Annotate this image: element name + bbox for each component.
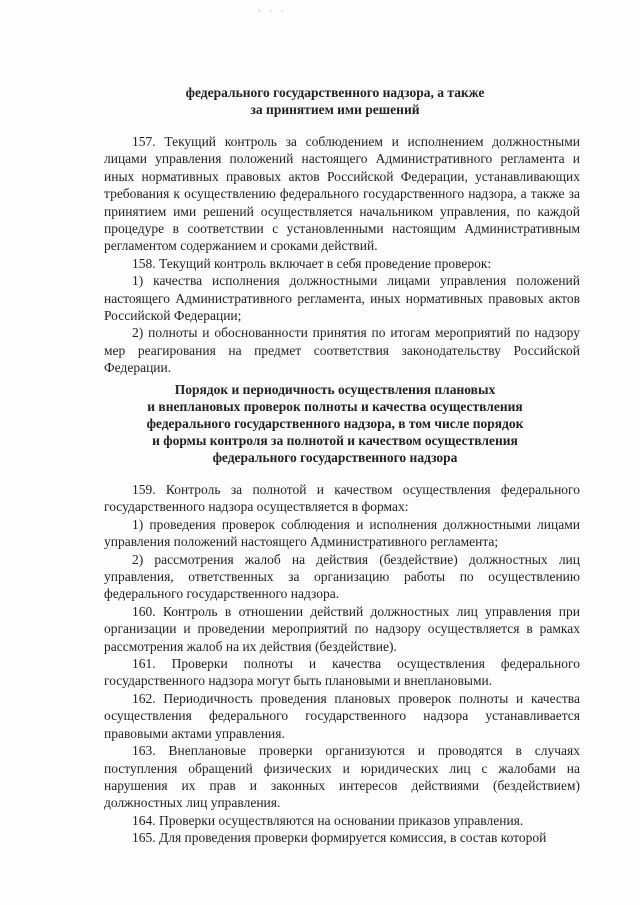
paragraph-165: 165. Для проведения проверки формируется комиссия, в состав которой: [132, 830, 547, 846]
section-body-inspections: [104, 481, 580, 847]
paragraph-159: 159. Контроль за полнотой и качеством осуществления федерального государственного надзора осуществляется в формах:: [104, 482, 580, 515]
paragraph-158-item-2: 2) полноты и обоснованности принятия по итогам мероприятий по надзору мер реагирования на предмет соответствия законодательству Российской Федерации.: [104, 325, 580, 376]
page-mark: · · ·: [258, 6, 287, 16]
heading-line: и формы контроля за полнотой и качеством осуществления: [152, 433, 518, 448]
paragraph-161: 161. Проверки полноты и качества осуществления федерального государственного надзора могут быть плановыми и внеплановыми.: [104, 656, 580, 689]
heading-line: и внеплановых проверок полноты и качества осуществления: [147, 399, 523, 414]
paragraph-164: 164. Проверки осуществляются на основании приказов управления.: [132, 812, 524, 828]
heading-line: федерального государственного надзора, в том числе порядок: [146, 416, 524, 431]
section-heading-control: [95, 84, 575, 118]
paragraph-162: 162. Периодичность проведения плановых проверок полноты и качества осуществления федерального государственного надзора устанавливается правовыми актами управления.: [104, 690, 580, 741]
heading-line: Порядок и периодичность осуществления плановых: [174, 382, 496, 397]
paragraph-157: 157. Текущий контроль за соблюдением и исполнением должностными лицами управления положений настоящего Административного регламента и иных нормативных правовых актов Российской Федерации, устанавливающих требования к осуществлению федерального государственного надзора, а также за принятием ими решений осуществляется начальником управления, по каждой процедуре в соответствии с установленными настоящим Административным регламентом содержанием и сроками действий.: [104, 134, 580, 254]
paragraph-158: 158. Текущий контроль включает в себя проведение проверок:: [132, 255, 492, 271]
paragraph-158-item-1: 1) качества исполнения должностными лицами управления положений настоящего Административного регламента, иных нормативных правовых актов Российской Федерации;: [104, 273, 580, 324]
heading-line: федерального государственного надзора, а также: [185, 85, 485, 100]
heading-line: за принятием ими решений: [250, 102, 420, 117]
paragraph-163: 163. Внеплановые проверки организуются и проводятся в случаях поступления обращений физических и юридических лиц с жалобами на нарушения их прав и законных интересов действиями (бездействием) должностных лиц управления.: [104, 743, 580, 811]
paragraph-159-item-2: 2) рассмотрения жалоб на действия (бездействие) должностных лиц управления, ответственных за организацию работы по осуществлению федерального государственного надзора.: [104, 551, 580, 602]
paragraph-159-item-1: 1) проведения проверок соблюдения и исполнения должностными лицами управления положений настоящего Административного регламента;: [104, 516, 580, 550]
heading-line: федерального государственного надзора: [212, 450, 458, 465]
paragraph-160: 160. Контроль в отношении действий должностных лиц управления при организации и проведении мероприятий по надзору осуществляется в рамках рассмотрения жалоб на их действия (бездействие).: [104, 603, 580, 654]
section-heading-inspections: [95, 381, 575, 466]
section-body-current-control: [104, 133, 580, 377]
